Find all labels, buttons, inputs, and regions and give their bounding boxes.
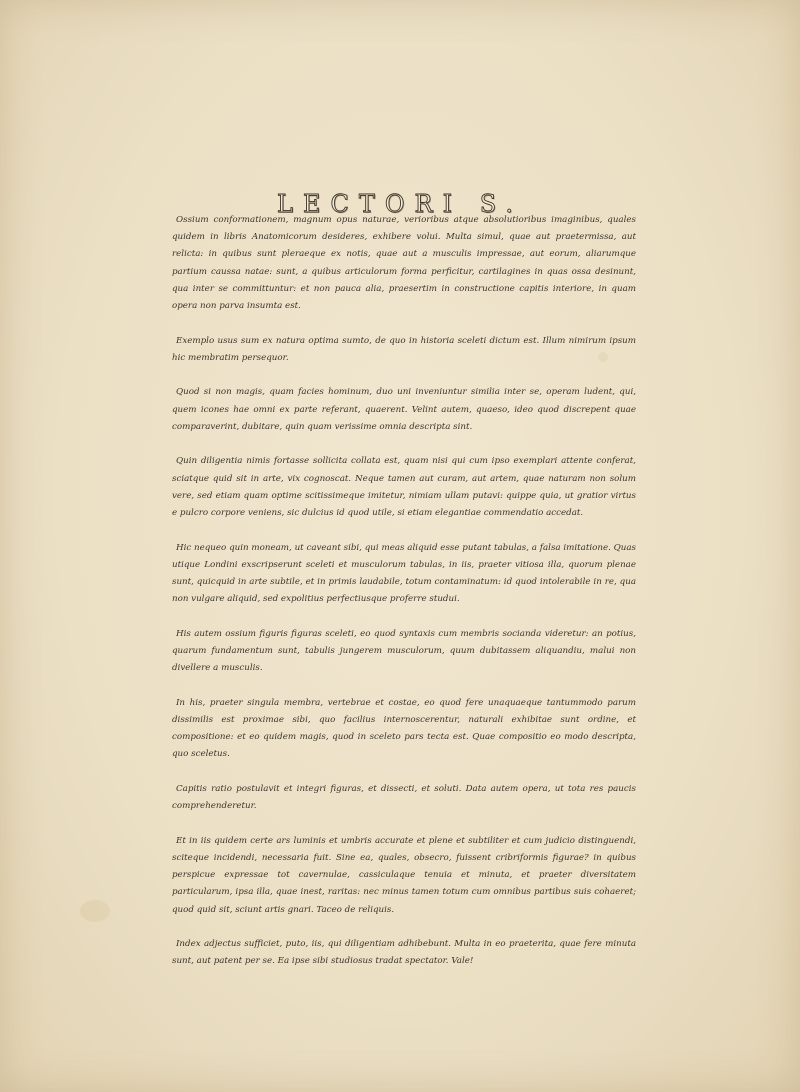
body-text	[172, 212, 636, 971]
paragraph-4: Quin diligentia nimis fortasse sollicita collata est, quam nisi qui cum ipso exemplari attente conferat, sciatque quid sit in arte, vix cognoscat. Neque tamen aut curam, aut artem, quae naturam non solum vere, sed etiam quam optime scitissimeque imitetur, nimiam ullam putavi: quippe quia, ut gratior virtus e pulcro corpore veniens, sic dulcius id quod utile, si etiam elegantiae commendatio accedat.	[172, 456, 636, 519]
paragraph-1: Ossium conformationem, magnum opus naturae, verioribus atque absolutioribus imaginibus, quales quidem in libris Anatomicorum desideres, exhibere volui. Multa simul, quae aut praetermissa, aut relicta: in quibus sunt pleraeque ex notis, quae aut a musculis impressae, aut eorum, aliarumque partium caussa natae: sunt, a quibus articulorum forma perficitur, cartilagines in quas ossa desinunt, qua inter se committuntur: et non pauca alia, praesertim in constructione capitis interiore, in quam opera non parva insumta est.	[172, 215, 636, 312]
page-title: LECTORI S.	[277, 190, 523, 219]
paragraph-9: Et in iis quidem certe ars luminis et umbris accurate et plene et subtiliter et cum judicio distinguendi, sciteque incidendi, necessaria fuit. Sine ea, quales, obsecro, fuissent cribriformis figurae? in quibus perspicue expressae tot cavernulae, cassiculaque tenuia et minuta, et praeter diversitatem particularum, ipsa illa, quae inest, raritas: nec minus tamen totum cum omnibus partibus suis cohaeret; quod quid sit, sciunt artis gnari. Taceo de reliquis.	[172, 835, 636, 915]
paragraph-5: Hic nequeo quin moneam, ut caveant sibi, qui meas aliquid esse putant tabulas, a falsa imitatione. Quas utique Londini exscripserunt sceleti et musculorum tabulas, in iis, praeter vitiosa illa, quorum plenae sunt, quicquid in arte subtile, et in primis laudabile, totum contaminatum: id quod intolerabile in re, qua non vulgare aliquid, sed expolitius perfectiusque proferre studui.	[172, 542, 636, 605]
paper-stain	[80, 900, 110, 922]
paragraph-3: Quod si non magis, quam facies hominum, duo uni inveniuntur similia inter se, operam ludent, qui, quem icones hae omni ex parte referant, quaerent. Velint autem, quaeso, ideo quod discrepent quae comparaverint, dubitare, quin quam verissime omnia descripta sint.	[172, 387, 636, 432]
paragraph-10: Index adjectus sufficiet, puto, iis, qui diligentiam adhibebunt. Multa in eo praeterita, quae fere minuta sunt, aut patent per se. Ea ipse sibi studiosus tradat spectator. Vale!	[172, 939, 636, 967]
paragraph-7: In his, praeter singula membra, vertebrae et costae, eo quod fere unaquaeque tantummodo parum dissimilis est proximae sibi, quo facilius internoscerentur, naturali exhibitae sunt ordine, et compositione: et eo quidem magis, quod in sceleto pars tecta est. Quae compositio eo modo descripta, quo sceletus.	[172, 697, 636, 760]
paragraph-8: Capitis ratio postulavit et integri figuras, et dissecti, et soluti. Data autem opera, ut tota res paucis comprehenderetur.	[172, 784, 636, 812]
paragraph-2: Exemplo usus sum ex natura optima sumto, de quo in historia sceleti dictum est. Illum nimirum ipsum hic membratim persequor.	[172, 335, 636, 363]
paragraph-6: His autem ossium figuris figuras sceleti, eo quod syntaxis cum membris socianda videretur: an potius, quarum fundamentum sunt, tabulis jungerem musculorum, quum dubitassem aliquandiu, malui non divellere a musculis.	[172, 628, 636, 674]
